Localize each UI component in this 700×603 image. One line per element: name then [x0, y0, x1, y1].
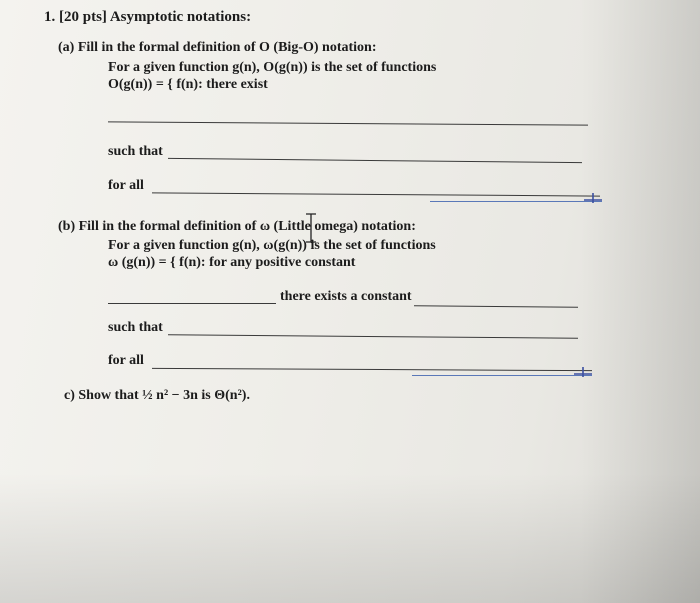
- part-a-title: (a) Fill in the formal definition of O (Big-O) notation:: [58, 40, 377, 55]
- blue-underline-a: [430, 201, 602, 202]
- problem-heading: 1. [20 pts] Asymptotic notations:: [44, 9, 252, 25]
- answer-blank-b1[interactable]: [108, 303, 276, 304]
- paper-shadow-bottom: [0, 473, 700, 603]
- part-b-there-exists: there exists a constant: [280, 289, 412, 304]
- text-cursor-icon: [304, 212, 318, 246]
- blue-underline-b: [412, 375, 592, 376]
- part-a-for-all: for all: [108, 178, 144, 193]
- part-b-such-that: such that: [108, 320, 163, 335]
- ink-mark-icon: [572, 364, 594, 380]
- part-a-such-that: such that: [108, 144, 163, 159]
- part-a-line2: O(g(n)) = { f(n): there exist: [108, 77, 268, 92]
- part-b-line1: For a given function g(n), ω(g(n)) is the set of functions: [108, 238, 436, 253]
- part-b-title: (b) Fill in the formal definition of ω (Little omega) notation:: [58, 219, 416, 234]
- ink-mark-icon: [582, 190, 604, 206]
- part-b-for-all: for all: [108, 353, 144, 368]
- part-b-line2: ω (g(n)) = { f(n): for any positive constant: [108, 255, 356, 270]
- part-a-line1: For a given function g(n), O(g(n)) is the set of functions: [108, 60, 437, 75]
- part-c-question: c) Show that ½ n² − 3n is Θ(n²).: [64, 388, 250, 403]
